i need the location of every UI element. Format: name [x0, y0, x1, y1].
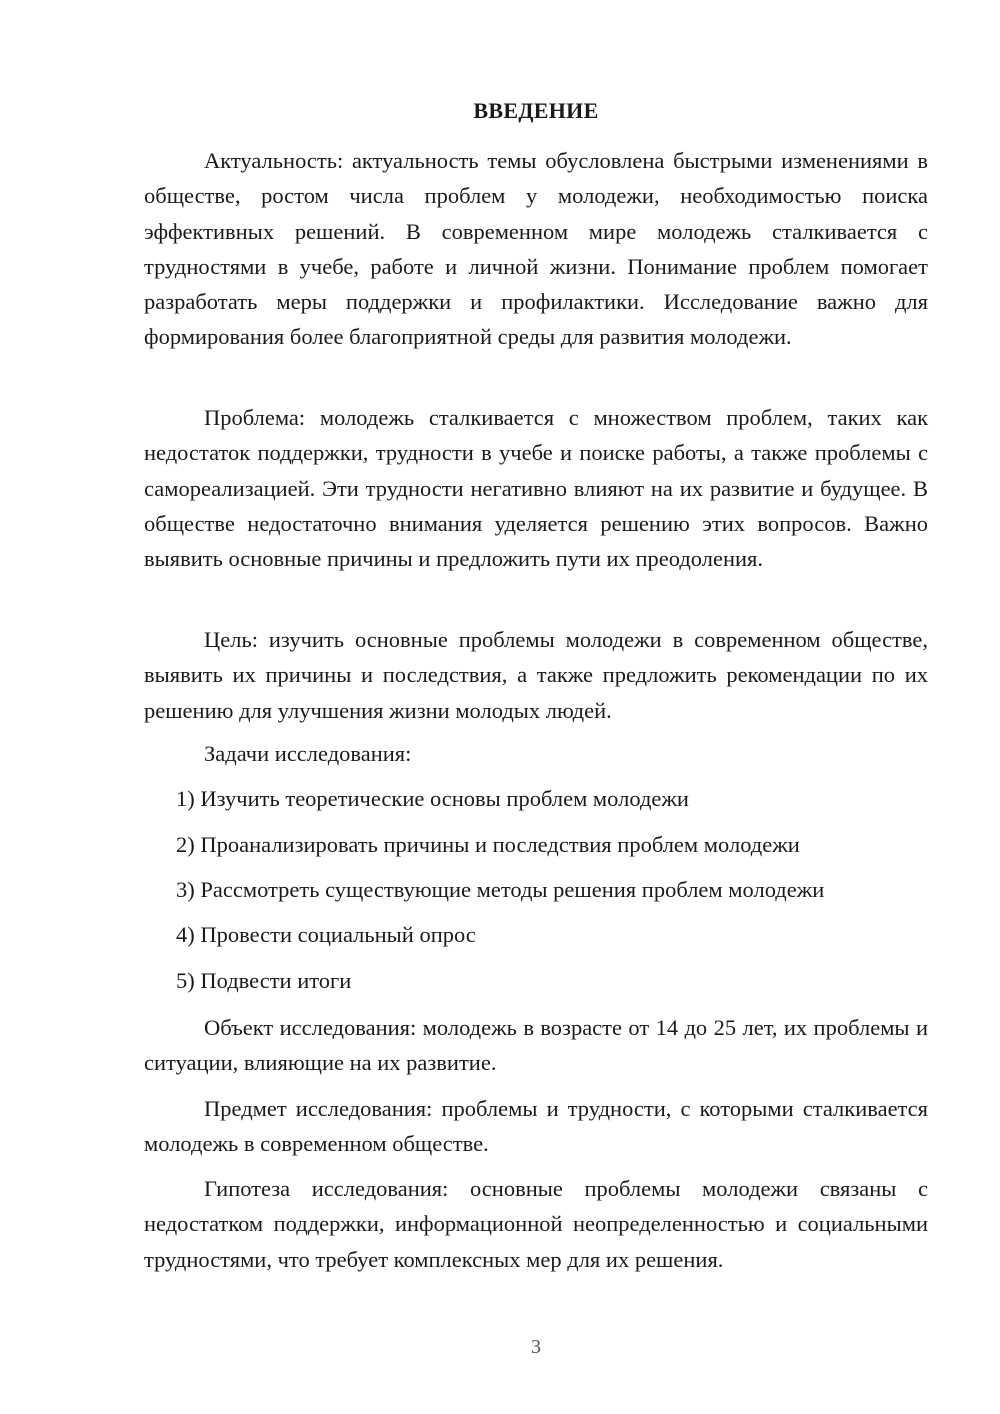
object-paragraph: Объект исследования: молодежь в возрасте от 14 до 25 лет, их проблемы и ситуации, влияющие на их развитие. — [144, 1015, 928, 1076]
relevance-paragraph-block — [144, 143, 928, 355]
object-paragraph-block — [144, 1010, 928, 1081]
goal-paragraph: Цель: изучить основные проблемы молодежи в современном обществе, выявить их причины и последствия, а также предложить рекомендации по их решению для улучшения жизни молодых людей. — [144, 627, 928, 723]
tasks-heading: Задачи исследования: — [204, 741, 412, 766]
hypothesis-paragraph: Гипотеза исследования: основные проблемы молодежи связаны с недостатком поддержки, информационной неопределенностью и социальными трудностями, что требует комплексных мер для их решения. — [144, 1176, 928, 1272]
hypothesis-paragraph-block — [144, 1171, 928, 1277]
subject-paragraph-block — [144, 1091, 928, 1162]
page-title: ВВЕДЕНИЕ — [473, 98, 599, 123]
task-item: 1) Изучить теоретические основы проблем молодежи — [176, 786, 689, 811]
goal-paragraph-block — [144, 622, 928, 728]
subject-paragraph: Предмет исследования: проблемы и трудности, с которыми сталкивается молодежь в современном обществе. — [144, 1096, 928, 1157]
problem-paragraph-block — [144, 400, 928, 576]
task-item: 4) Провести социальный опрос — [176, 922, 476, 947]
relevance-paragraph: Актуальность: актуальность темы обусловлена быстрыми изменениями в обществе, ростом числа проблем у молодежи, необходимостью поиска эффективных решений. В современном мире молодежь сталкивается с трудностями в учебе, работе и личной жизни. Понимание проблем помогает разработать меры поддержки и профилактики. Исследование важно для формирования более благоприятной среды для развития молодежи. — [144, 148, 928, 350]
task-item: 2) Проанализировать причины и последствия проблем молодежи — [176, 832, 800, 857]
task-item: 5) Подвести итоги — [176, 968, 352, 993]
problem-paragraph: Проблема: молодежь сталкивается с множеством проблем, таких как недостаток поддержки, трудности в учебе и поиске работы, а также проблемы с самореализацией. Эти трудности негативно влияют на их развитие и будущее. В обществе недостаточно внимания уделяется решению этих вопросов. Важно выявить основные причины и предложить пути их преодоления. — [144, 405, 928, 572]
page-number: 3 — [531, 1336, 541, 1358]
task-item: 3) Рассмотреть существующие методы решения проблем молодежи — [176, 877, 825, 902]
